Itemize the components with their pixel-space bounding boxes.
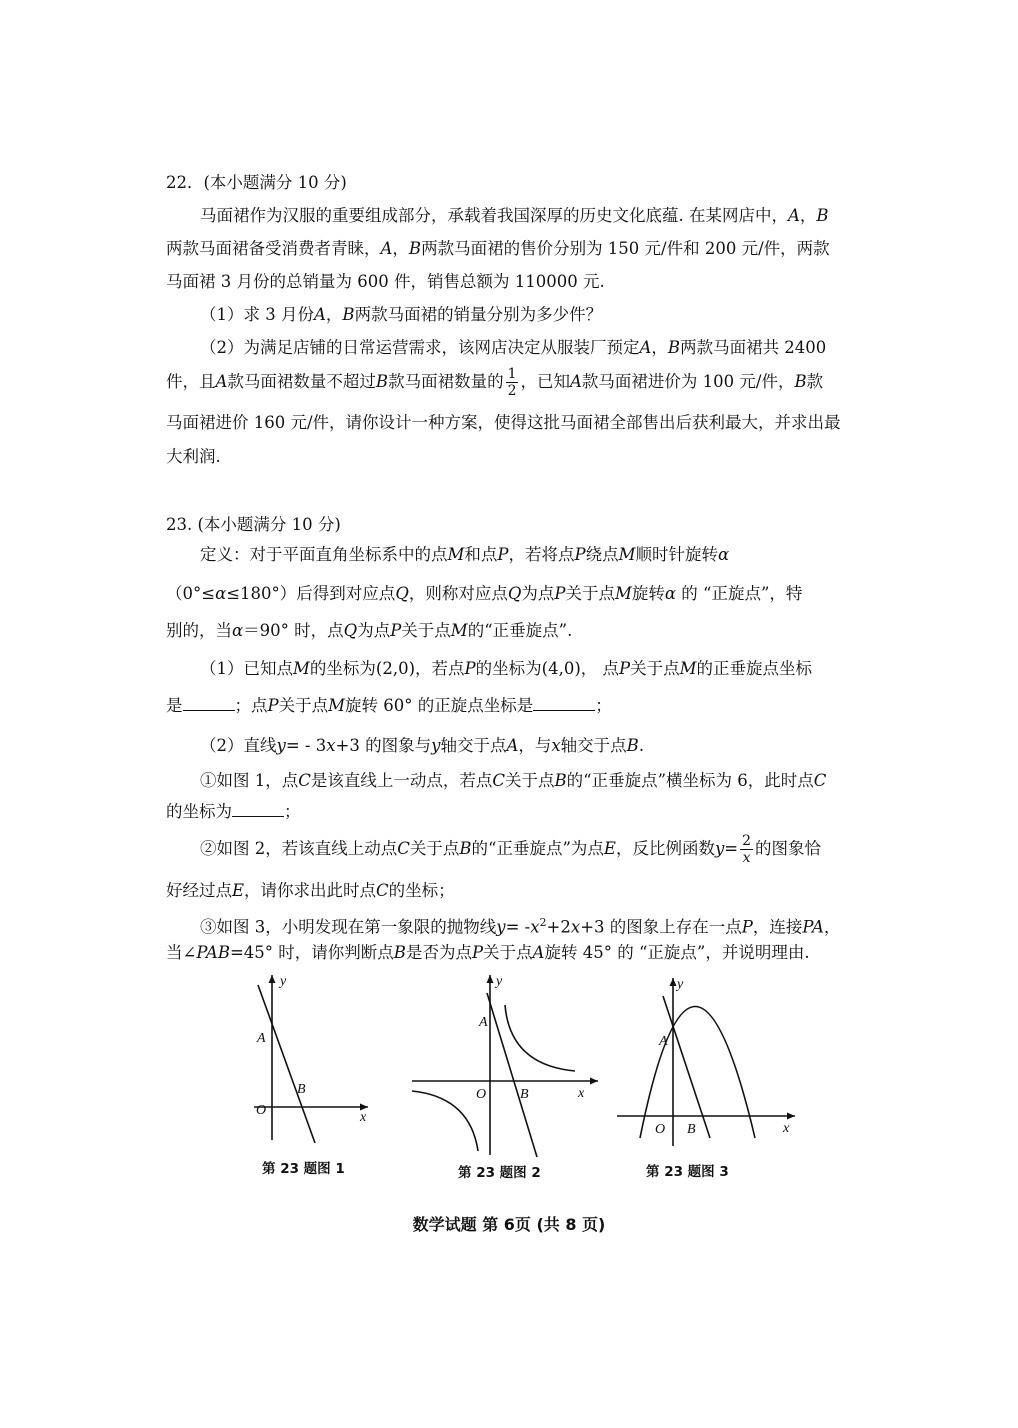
q23-item-2-line-1: ②如图 2，若该直线上动点C关于点B的“正垂旋点”为点E，反比例函数y= $\frac{2}{x}$ 的图象恰	[200, 833, 822, 866]
q22-text-line-1: 马面裙作为汉服的重要组成部分，承载着我国深厚的历史文化底蕴. 在某网店中，A，B	[200, 206, 829, 225]
q22-part-2-line-2: 件，且A款马面裙数量不超过B款马面裙数量的 $\frac{1}{2}$ ，已知A款马面裙进价为 100 元/件，B款	[166, 366, 824, 399]
origin-label: O	[476, 1087, 487, 1102]
parabola	[640, 1007, 755, 1139]
q22-header: 22．(本小题满分 10 分)	[166, 173, 347, 192]
answer-blank-1[interactable]	[183, 694, 235, 711]
y-axis-arrow-icon	[269, 975, 276, 983]
hyperbola-branch-q1	[505, 1005, 575, 1071]
point-a-label: A	[479, 1015, 488, 1030]
y-axis-arrow-icon	[487, 975, 494, 983]
point-b-label: B	[687, 1122, 696, 1137]
q23-part-1-line-2: 是 ；点P关于点M旋转 60° 的正旋点坐标是 ；	[166, 696, 612, 715]
hyperbola-branch-q3	[412, 1091, 478, 1151]
q22-part-1: （1）求 3 月份A，B两款马面裙的销量分别为多少件？	[200, 305, 603, 324]
q23-item-3-line-1: ③如图 3，小明发现在第一象限的抛物线$y= -x^2+2x+3$ 的图象上存在一点P，连接PA，	[200, 916, 841, 937]
point-b-label: B	[520, 1087, 529, 1102]
q23-item-1-line-1: ①如图 1，点C是该直线上一动点，若点C关于点B的“正垂旋点”横坐标为 6，此时点C	[200, 771, 827, 790]
q23-item-3-line-2: 当∠PAB=45° 时，请你判断点B是否为点P关于点A旋转 45° 的 “正旋点”，并说明理由.	[166, 943, 810, 962]
figure-3-caption: 第 23 题图 3	[646, 1164, 729, 1180]
line-y-neg3x-plus3	[258, 985, 315, 1143]
q23-definition-line-1: 定义：对于平面直角坐标系中的点M和点P，若将点P绕点M顺时针旋转α	[200, 545, 730, 564]
figure-3	[615, 970, 805, 1154]
figure-2	[410, 965, 600, 1169]
q23-item-2-line-2: 好经过点E，请你求出此时点C的坐标；	[166, 881, 455, 900]
y-axis-label: y	[677, 977, 684, 992]
q23-item-1-line-2: 的坐标为 ；	[166, 802, 301, 821]
line-y-neg3x-plus3	[487, 993, 537, 1157]
q23-part-2: （2）直线y= - 3x+3 的图象与y轴交于点A，与x轴交于点B.	[200, 736, 645, 755]
q22-part-2-line-3: 马面裙进价 160 元/件，请你设计一种方案，使得这批马面裙全部售出后获利最大，并求出最	[166, 413, 841, 432]
q23-header: 23. (本小题满分 10 分)	[166, 515, 341, 534]
point-b-label: B	[297, 1082, 306, 1097]
answer-blank-3[interactable]	[232, 800, 284, 817]
x-axis-label: x	[783, 1121, 790, 1136]
point-a-label: A	[659, 1034, 668, 1049]
y-axis-label: y	[496, 974, 503, 989]
x-axis-label: x	[578, 1086, 585, 1101]
answer-blank-2[interactable]	[533, 694, 595, 711]
page-footer: 数学试题 第 6页 (共 8 页)	[412, 1215, 606, 1234]
x-axis-arrow-icon	[590, 1078, 598, 1085]
q23-definition-line-3: 别的，当α＝90° 时，点Q为点P关于点M的“正垂旋点”.	[166, 621, 573, 640]
q22-part-2-line-4: 大利润.	[166, 447, 221, 466]
x-axis-arrow-icon	[787, 1113, 795, 1120]
q23-part-1-line-1: （1）已知点M的坐标为(2,0)，若点P的坐标为(4,0)， 点P关于点M的正垂旋点坐标	[200, 659, 813, 678]
q22-text-line-2: 两款马面裙备受消费者青睐，A，B两款马面裙的售价分别为 150 元/件和 200 元/件，两款	[166, 239, 830, 258]
figure-1	[240, 965, 380, 1159]
q23-definition-line-2: （0°≤α≤180°）后得到对应点Q，则称对应点Q为点P关于点M旋转α 的 “正旋点”，特	[166, 584, 803, 603]
fraction-one-half: $\frac{1}{2}$	[507, 366, 517, 399]
x-axis-label: x	[360, 1110, 367, 1125]
q22-part-2-line-1: （2）为满足店铺的日常运营需求，该网店决定从服装厂预定A，B两款马面裙共 2400	[200, 338, 827, 357]
origin-label: O	[256, 1103, 267, 1118]
q22-text-line-3: 马面裙 3 月份的总销量为 600 件，销售总额为 110000 元.	[166, 272, 605, 291]
y-axis-arrow-icon	[670, 978, 677, 986]
y-axis-label: y	[280, 974, 287, 989]
figure-2-caption: 第 23 题图 2	[458, 1165, 541, 1181]
figure-1-caption: 第 23 题图 1	[262, 1161, 345, 1177]
point-a-label: A	[257, 1031, 266, 1046]
fraction-two-over-x: $\frac{2}{x}$	[742, 833, 752, 866]
origin-label: O	[655, 1122, 666, 1137]
